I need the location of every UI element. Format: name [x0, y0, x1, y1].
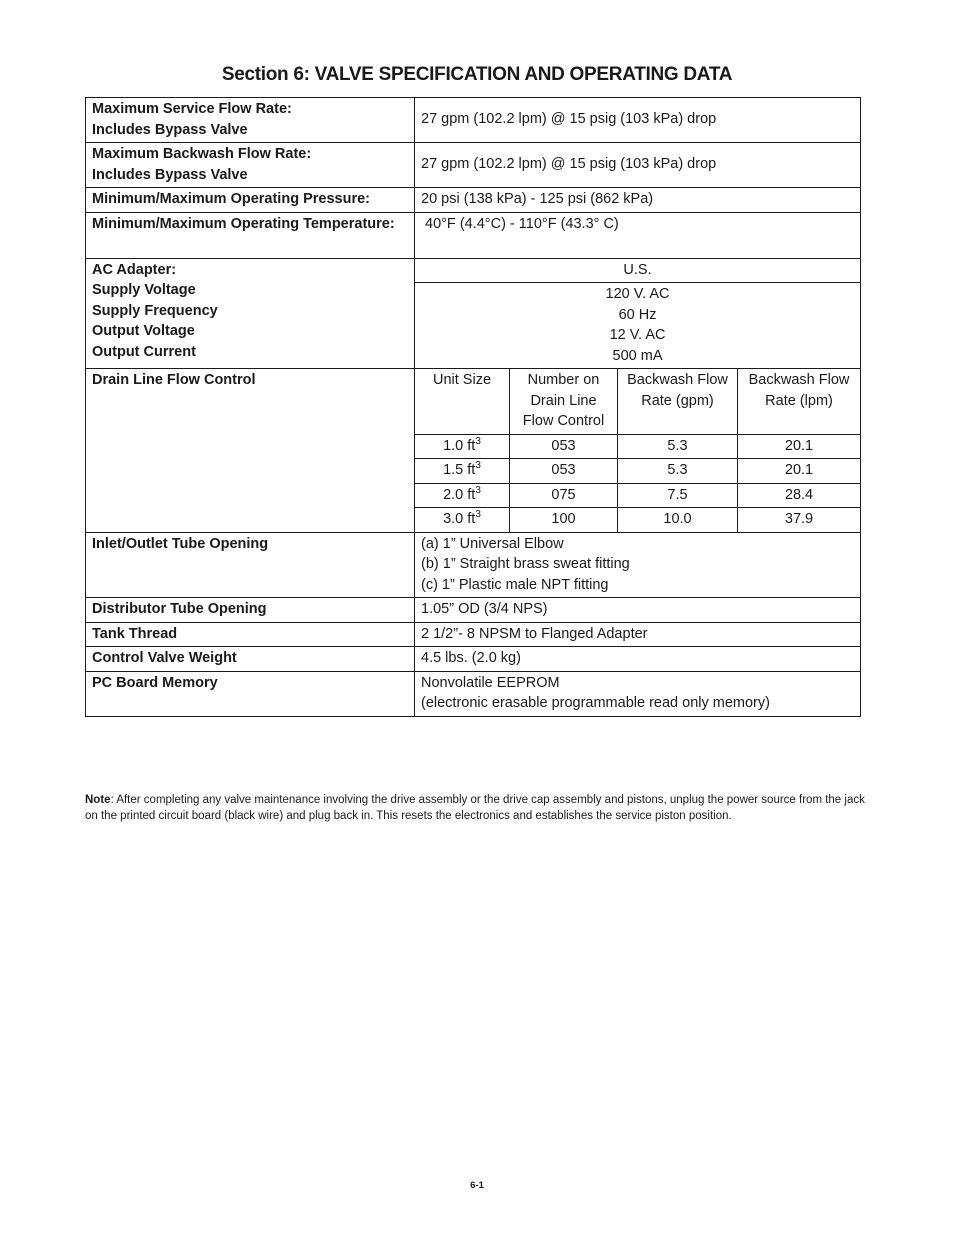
ac-adapter-region: U.S. [415, 258, 861, 283]
gpm-cell: 7.5 [618, 483, 738, 508]
page-title: Section 6: VALVE SPECIFICATION AND OPERATING DATA [221, 64, 733, 85]
label-line: Supply Voltage [92, 282, 196, 298]
output-voltage-value: 12 V. AC [609, 327, 666, 343]
unit-exponent: 3 [475, 435, 481, 447]
label-line: AC Adapter: [92, 261, 177, 278]
lpm-cell: 28.4 [738, 483, 861, 508]
number-cell: 053 [510, 459, 618, 484]
unit-exponent: 3 [475, 460, 481, 471]
label-line: Maximum Backwash Flow Rate: [92, 146, 312, 162]
value-tank-thread: 2 1/2”- 8 NPSM to Flanged Adapter [415, 622, 861, 647]
note-text: : After completing any valve maintenance involving the drive assembly or the drive cap assembly and pistons, unplug the power source from the jack on the printed circuit board (black wire) and plug back in. This resets the electronics and establishes the service piston position. [85, 794, 865, 822]
label-memory: PC Board Memory [86, 671, 415, 716]
label-line: Output Voltage [92, 323, 195, 339]
list-item: (a) 1” Universal Elbow [421, 535, 564, 552]
unit-size-cell [415, 459, 510, 484]
label-distributor: Distributor Tube Opening [86, 598, 415, 623]
header-line: Flow Control [522, 413, 605, 429]
row-weight [86, 647, 861, 672]
header-line: Rate (gpm) [641, 392, 714, 409]
label-backwash-flow [86, 143, 415, 188]
label-line: Includes Bypass Valve [92, 121, 248, 138]
header-gpm [618, 369, 738, 435]
list-item: (c) 1” Plastic male NPT fitting [421, 576, 609, 593]
label-tank-thread: Tank Thread [86, 622, 415, 647]
output-current-value: 500 mA [612, 347, 663, 364]
label-pressure: Minimum/Maximum Operating Pressure: [86, 188, 415, 213]
lpm-cell: 20.1 [738, 459, 861, 484]
header-unit-size [415, 369, 510, 435]
row-temperature [86, 212, 861, 258]
unit-size: 2.0 ft [443, 486, 476, 503]
label-line: Output Current [92, 343, 196, 360]
specification-table [85, 97, 861, 717]
list-item: (b) 1” Straight brass sweat fitting [421, 556, 630, 572]
row-drain-line-header [86, 369, 861, 435]
row-memory [86, 671, 861, 716]
row-tank-thread [86, 622, 861, 647]
header-line: Backwash Flow [748, 372, 850, 388]
label-drain-line: Drain Line Flow Control [86, 369, 415, 533]
row-inlet-outlet [86, 532, 861, 598]
unit-size: 3.0 ft [443, 511, 476, 527]
label-temperature: Minimum/Maximum Operating Temperature: [86, 212, 415, 258]
row-ac-adapter-region [86, 258, 861, 283]
unit-size-cell [415, 483, 510, 508]
unit-size: 1.5 ft [443, 462, 476, 478]
value-memory [415, 671, 861, 716]
label-line: Includes Bypass Valve [92, 166, 248, 183]
value-distributor: 1.05” OD (3/4 NPS) [415, 598, 861, 623]
value-pressure: 20 psi (138 kPa) - 125 psi (862 kPa) [415, 188, 861, 213]
row-distributor [86, 598, 861, 623]
value-inlet-outlet [415, 532, 861, 598]
page-number: 6-1 [470, 1180, 484, 1191]
label-inlet-outlet: Inlet/Outlet Tube Opening [86, 532, 415, 598]
header-line: Drain Line [530, 392, 597, 409]
number-cell: 100 [510, 508, 618, 533]
supply-voltage-value: 120 V. AC [605, 286, 670, 302]
header-line: Unit Size [432, 372, 492, 388]
note-prefix: Note [85, 794, 111, 806]
lpm-cell: 37.9 [738, 508, 861, 533]
lpm-cell: 20.1 [738, 434, 861, 459]
row-service-flow [86, 98, 861, 143]
label-ac-adapter [86, 258, 415, 369]
label-weight: Control Valve Weight [86, 647, 415, 672]
gpm-cell: 5.3 [618, 434, 738, 459]
ac-adapter-values [415, 283, 861, 369]
memory-line: Nonvolatile EEPROM [421, 674, 560, 691]
header-line: Rate (lpm) [765, 392, 833, 409]
value-weight: 4.5 lbs. (2.0 kg) [415, 647, 861, 672]
row-pressure [86, 188, 861, 213]
number-cell: 053 [510, 434, 618, 459]
gpm-cell: 5.3 [618, 459, 738, 484]
unit-size-cell [415, 434, 510, 459]
maintenance-note [85, 792, 865, 824]
unit-size-cell [415, 508, 510, 533]
header-line: Backwash Flow [627, 372, 728, 388]
label-line: Supply Frequency [92, 302, 218, 319]
label-line: Maximum Service Flow Rate: [92, 101, 292, 117]
supply-frequency-value: 60 Hz [618, 306, 657, 323]
gpm-cell: 10.0 [618, 508, 738, 533]
memory-line: (electronic erasable programmable read only memory) [421, 695, 770, 711]
value-backwash-flow: 27 gpm (102.2 lpm) @ 15 psig (103 kPa) drop [415, 143, 861, 188]
header-lpm [738, 369, 861, 435]
header-line: Number on [527, 372, 600, 388]
value-temperature: 40°F (4.4°C) - 110°F (43.3° C) [415, 212, 861, 258]
row-backwash-flow [86, 143, 861, 188]
unit-exponent: 3 [475, 509, 481, 520]
number-cell: 075 [510, 483, 618, 508]
label-service-flow [86, 98, 415, 143]
unit-size: 1.0 ft [443, 437, 476, 454]
value-service-flow: 27 gpm (102.2 lpm) @ 15 psig (103 kPa) drop [415, 98, 861, 143]
unit-exponent: 3 [475, 484, 481, 496]
header-number [510, 369, 618, 435]
